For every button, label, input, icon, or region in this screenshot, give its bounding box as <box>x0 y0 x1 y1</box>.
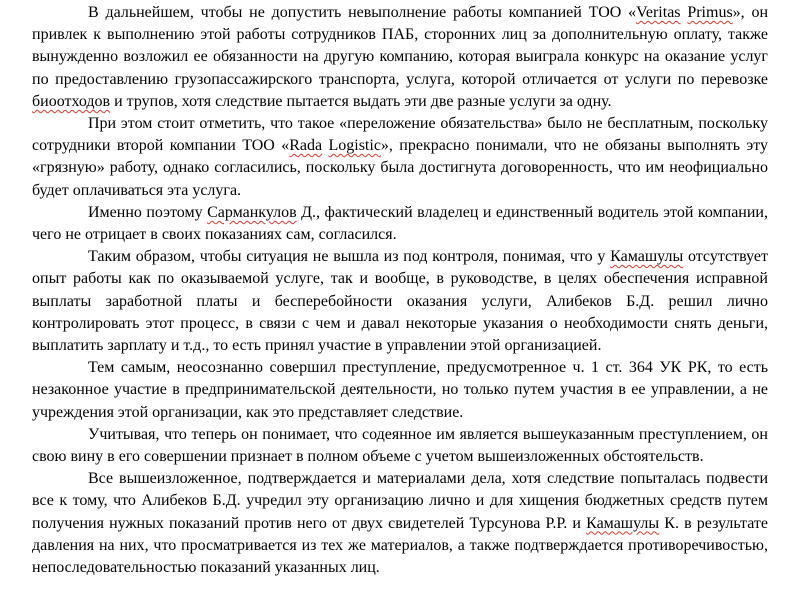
text-run: Учитывая, что теперь он понимает, что содеянное им является вышеуказанным преступлением, он свою вину в его совершении признает в полном объеме с учетом вышеизложенных обстоятельств. <box>32 425 768 466</box>
misspelled-word[interactable]: Сарманкулов <box>207 203 297 221</box>
paragraph[interactable] <box>32 424 768 468</box>
paragraph[interactable] <box>32 113 768 202</box>
misspelled-word[interactable]: Rada <box>289 137 323 155</box>
text-run: Д., фактический владелец и единственный водитель этой компании, чего не отрицает в своих показаниях сам, согласился. <box>32 203 768 244</box>
misspelled-word[interactable]: Камашулы <box>610 248 684 266</box>
text-run: и трупов, хотя следствие пытается выдать эти две разные услуги за одну. <box>110 92 612 110</box>
misspelled-word[interactable]: Logistic <box>328 137 381 155</box>
paragraph[interactable] <box>32 2 768 113</box>
paragraph[interactable] <box>32 202 768 246</box>
text-run: В дальнейшем, чтобы не допустить невыполнение работы компанией ТОО « <box>88 4 637 21</box>
text-run: При этом стоит отметить, что такое «переложение обязательства» было не бесплатным, поскольку сотрудники второй компании ТОО « <box>32 115 768 155</box>
text-run: Именно поэтому <box>88 203 208 221</box>
text-run: », он привлек к выполнению этой работы сотрудников ПАБ, сторонних лиц за дополнительную оплату, также вынужденно возложил ее обязанности на другую компанию, которая выиграла конкурс на оказание услуг по предоставлению грузопассажирского транспорта, услуга, которой отличается от услуги по перевозке <box>32 4 769 88</box>
text-run: Тем самым, неосознанно совершил преступление, предусмотренное ч. 1 ст. 364 УК РК, то есть незаконное участие в предпринимательской деятельности, но только путем участия в ее управлении, а не учреждения этой организации, как это представляет следствие. <box>32 359 768 421</box>
misspelled-word[interactable]: Камашулы <box>586 514 660 532</box>
paragraph[interactable] <box>32 468 768 579</box>
paragraph[interactable] <box>32 246 768 357</box>
misspelled-word[interactable]: Veritas <box>636 4 681 21</box>
text-run: К. в результате давления на них, что просматривается из тех же материалов, а также подтверждается противоречивостью, непоследовательностью показаний указанных лиц. <box>32 514 768 577</box>
misspelled-word[interactable]: биоотходов <box>32 92 111 110</box>
text-run: Все вышеизложенное, подтверждается и материалами дела, хотя следствие попыталась подвести все к тому, что Алибеков Б.Д. учредил эту организацию лично и для хищения бюджетных средств путем получения нужных показаний против него от двух свидетелей Турсунова Р.Р. и <box>32 470 768 532</box>
text-run: », прекрасно понимали, что не обязаны выполнять эту «грязную» работу, однако согласились, поскольку была достигнута договоренность, что им неофициально будет оплачиваться эта услуга. <box>32 137 769 199</box>
paragraph[interactable] <box>32 357 768 424</box>
document-body[interactable] <box>32 2 768 579</box>
misspelled-word[interactable]: Primus <box>687 4 733 21</box>
text-run: отсутствует опыт работы как по оказываемой услуге, так и вообще, в руководстве, в целях обеспечения исправной выплаты заработной платы и бесперебойности оказания услуги, Алибеков Б.Д. решил лично контролировать этот процесс, в связи с чем и давал некоторые указания о необходимости снять деньги, выплатить зарплату и т.д., то есть принял участие в управлении этой организацией. <box>32 248 768 355</box>
text-run: Таким образом, чтобы ситуация не вышла из под контроля, понимая, что у <box>88 248 611 266</box>
